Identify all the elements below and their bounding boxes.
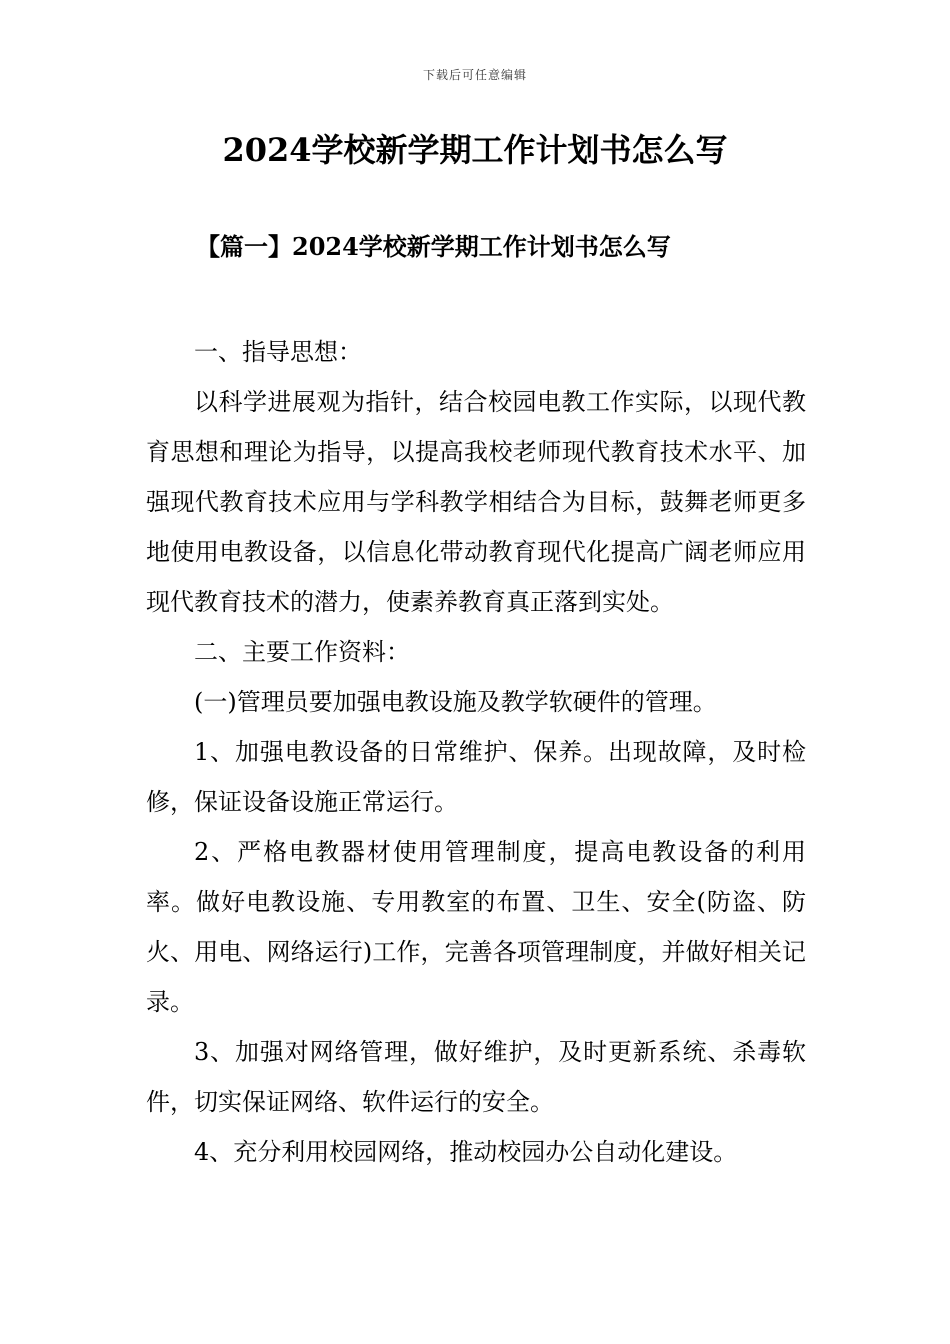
paragraph-item-5: 4、充分利用校园网络，推动校园办公自动化建设。 (194, 1138, 738, 1166)
header-note: 下载后可任意编辑 (422, 68, 527, 82)
heading-guiding-ideology: 一、指导思想： (194, 338, 362, 366)
paragraph-item-4: 3、加强对网络管理，做好维护，及时更新系统、杀毒软件，切实保证网络、软件运行的安全。 (146, 1038, 806, 1116)
paragraph-item-2: 1、加强电教设备的日常维护、保养。出现故障，及时检修，保证设备设施正常运行。 (146, 738, 806, 816)
document-body (146, 327, 806, 1177)
paragraph-item-1: (一)管理员要加强电教设施及教学软硬件的管理。 (194, 688, 717, 716)
section-title: 【篇一】2024学校新学期工作计划书怎么写 (196, 232, 671, 261)
document-title: 2024学校新学期工作计划书怎么写 (222, 131, 728, 169)
paragraph-guiding-ideology: 以科学进展观为指针，结合校园电教工作实际，以现代教育思想和理论为指导，以提高我校老师现代教育技术水平、加强现代教育技术应用与学科教学相结合为目标，鼓舞老师更多地使用电教设备，以信息化带动教育现代化提高广阔老师应用现代教育技术的潜力，使素养教育真正落到实处。 (146, 388, 806, 616)
paragraph-item-3: 2、严格电教器材使用管理制度，提高电教设备的利用率。做好电教设施、专用教室的布置、卫生、安全(防盗、防火、用电、网络运行)工作，完善各项管理制度，并做好相关记录。 (146, 838, 806, 1016)
heading-main-work: 二、主要工作资料： (194, 638, 410, 666)
